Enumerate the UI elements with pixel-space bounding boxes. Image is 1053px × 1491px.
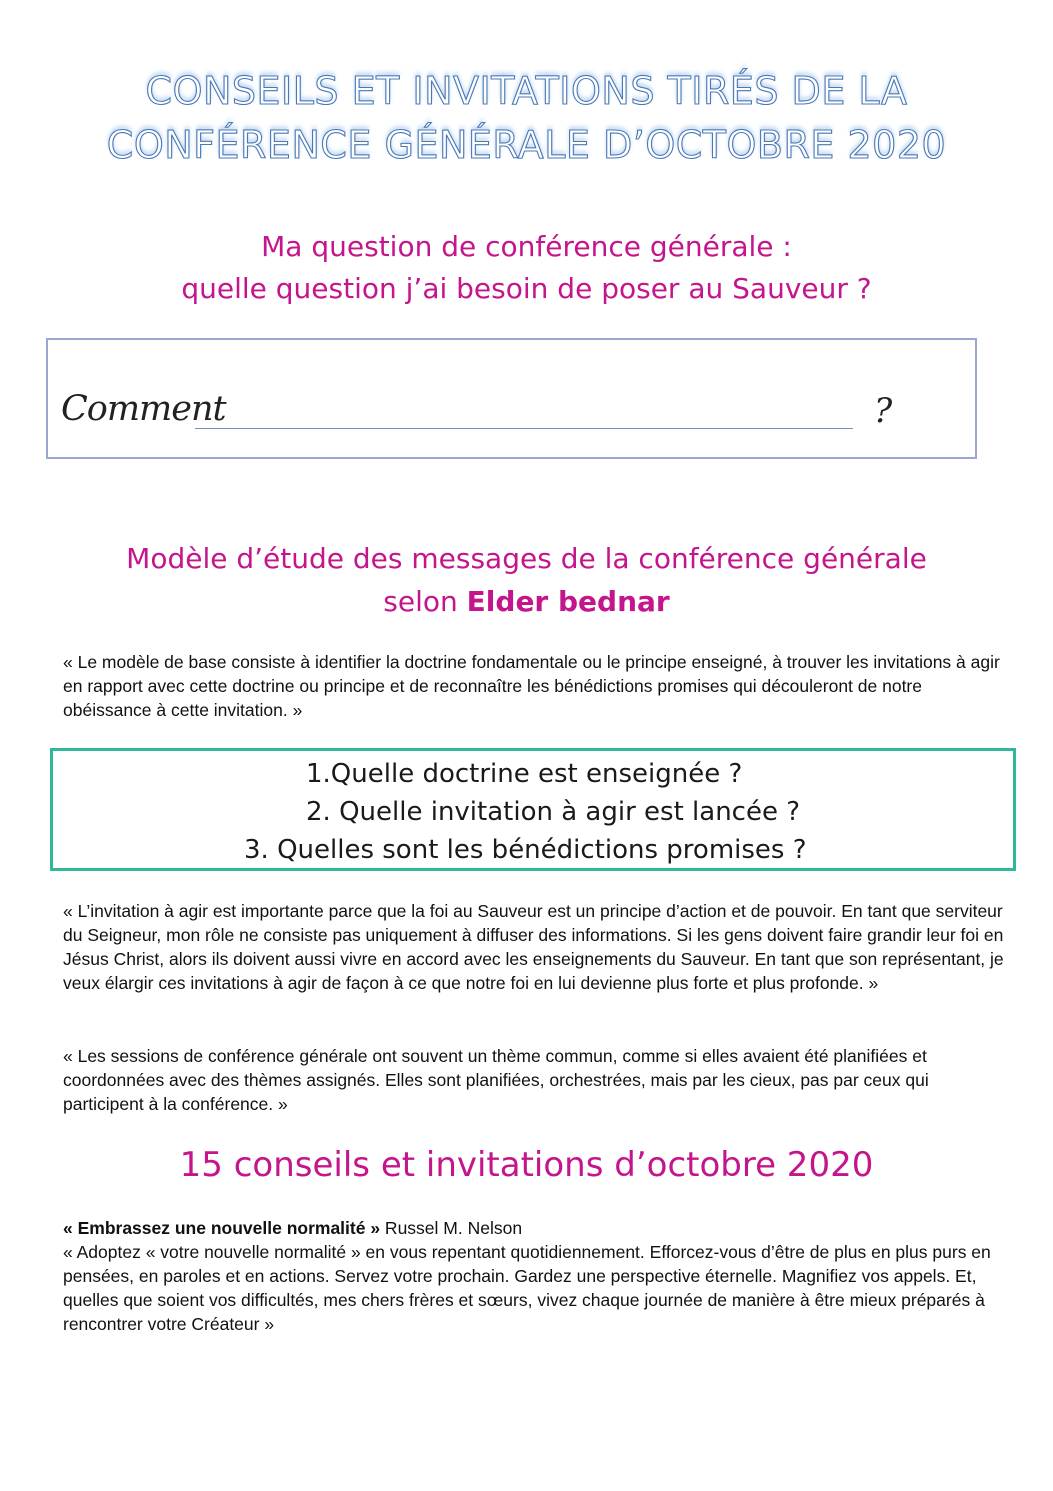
page-title-line-1: CONSEILS ET INVITATIONS TIRÉS DE LA — [145, 69, 908, 113]
question-end-mark: ? — [874, 391, 893, 431]
study-steps-box — [50, 748, 1016, 871]
question-heading-line-1: Ma question de conférence générale : — [261, 230, 792, 263]
quote-conference-sessions: « Les sessions de conférence générale ont souvent un thème commun, comme si elles avaient été planifiées et coordonnées avec des thèmes assignés. Elles sont planifiées, orchestrées, mais par les cieux, pas par ceux qui participent à la conférence. » — [63, 1046, 929, 1114]
counsel-item-text: « Adoptez « votre nouvelle normalité » en vous repentant quotidiennement. Efforcez-vous d’être de plus en plus purs en pensées, en paroles et en actions. Servez votre prochain. Gardez une perspective éternelle. Magnifiez vos appels. Et, quelles que soient vos difficultés, mes chers frères et sœurs, vivez chaque journée de manière à être mieux préparés à rencontrer votre Créateur » — [63, 1242, 991, 1334]
study-step-2: 2. Quelle invitation à agir est lancée ? — [306, 797, 801, 827]
study-step-3: 3. Quelles sont les bénédictions promises ? — [244, 835, 807, 865]
study-step-1: 1.Quelle doctrine est enseignée ? — [306, 759, 743, 789]
study-model-heading-line-2 — [0, 585, 1053, 618]
question-box[interactable] — [46, 338, 977, 459]
question-answer-line[interactable] — [195, 428, 853, 429]
quote-invitation-to-act: « L’invitation à agir est importante parce que la foi au Sauveur est un principe d’action et de pouvoir. En tant que serviteur du Seigneur, mon rôle ne consiste pas uniquement à diffuser des informations. Si les gens doivent faire grandir leur foi en Jésus Christ, alors ils doivent aussi vivre en accord avec les enseignements du Sauveur. En tant que son représentant, je veux élargir ces invitations à agir de façon à ce que notre foi en lui devienne plus forte et plus profonde. » — [63, 901, 1004, 993]
question-start-word: Comment — [61, 389, 226, 429]
study-model-heading-prefix: selon — [383, 585, 467, 618]
study-model-heading-author: Elder bednar — [466, 585, 670, 618]
counsel-item-author: Russel M. Nelson — [380, 1218, 523, 1238]
study-model-heading-line-1: Modèle d’étude des messages de la conférence générale — [126, 542, 927, 575]
quote-basic-model: « Le modèle de base consiste à identifier la doctrine fondamentale ou le principe enseigné, à trouver les invitations à agir en rapport avec cette doctrine ou principe et de reconnaître les bénédictions promises qui découleront de notre obéissance à cette invitation. » — [63, 652, 1000, 720]
counsel-item-title: « Embrassez une nouvelle normalité » — [63, 1218, 381, 1238]
counsel-item-header — [63, 1216, 1008, 1240]
page-title-line-2: CONFÉRENCE GÉNÉRALE D’OCTOBRE 2020 — [106, 123, 947, 167]
question-heading-line-2: quelle question j’ai besoin de poser au Sauveur ? — [181, 272, 872, 305]
counsel-item-1 — [63, 1216, 1008, 1336]
counsels-heading: 15 conseils et invitations d’octobre 2020 — [179, 1145, 874, 1185]
